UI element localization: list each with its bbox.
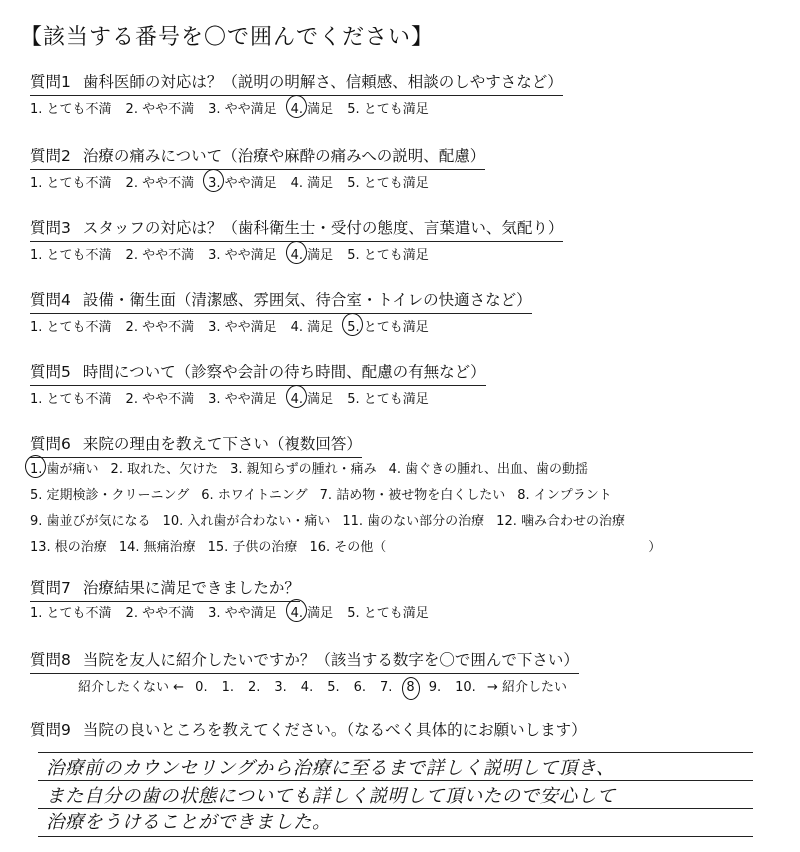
answer-option[interactable] (30, 388, 112, 407)
option-label: 8. インプラント (517, 488, 612, 503)
reason-option[interactable] (30, 458, 99, 477)
answer-option[interactable] (208, 316, 277, 335)
reason-row (30, 458, 600, 477)
option-label: 16. その他（ (309, 540, 387, 555)
scale-value[interactable]: 0. (195, 680, 208, 695)
question-number: 質問2 (30, 147, 71, 165)
option-label: 2. やや不満 (125, 392, 195, 407)
question-text: 歯科医師の対応は？（説明の明解さ、信頼感、相談のしやすさなど） (82, 73, 563, 91)
option-label: 2. やや不満 (125, 102, 195, 117)
reason-row (30, 510, 637, 529)
question-4 (30, 288, 532, 310)
option-label: 1. とても不満 (30, 176, 112, 191)
answer-option[interactable] (291, 602, 334, 621)
answer-option[interactable] (126, 98, 195, 117)
scale-value[interactable]: 10. (455, 680, 476, 695)
question-number: 質問4 (30, 291, 71, 309)
reason-option[interactable] (208, 536, 298, 555)
question-text: スタッフの対応は？（歯科衛生士・受付の態度、言葉遣い、気配り） (82, 219, 564, 237)
reason-option[interactable] (389, 458, 588, 477)
question-number: 質問1 (30, 73, 71, 91)
question-text: 時間について（診察や会計の待ち時間、配慮の有無など） (82, 363, 486, 381)
page-title: 【該当する番号を〇で囲んでください】 (20, 25, 435, 50)
scale-value[interactable]: 6. (353, 680, 367, 695)
option-label: 3. やや満足 (208, 392, 277, 407)
answer-option[interactable] (30, 172, 112, 191)
option-label: 5. とても満足 (347, 248, 429, 263)
scale-value[interactable]: 2. (247, 680, 261, 695)
reason-option[interactable] (30, 484, 189, 503)
reason-option[interactable] (496, 510, 625, 529)
option-label: 4. 満足 (291, 244, 334, 263)
scale-value[interactable]: 9. (428, 680, 442, 695)
option-label: 3. やや満足 (208, 172, 277, 191)
option-label: 2. やや不満 (125, 606, 195, 621)
writing-line (38, 836, 753, 837)
reason-option[interactable] (30, 536, 107, 555)
option-label: 4. 満足 (290, 176, 334, 191)
answer-option[interactable] (208, 388, 277, 407)
answer-options (30, 388, 443, 407)
option-label: 2. やや不満 (125, 248, 195, 263)
option-label: 5. とても満足 (347, 176, 429, 191)
question-number: 質問3 (30, 219, 71, 237)
scale-left-label: 紹介したくない ← (78, 680, 185, 695)
question-text: 来院の理由を教えて下さい（複数回答） (82, 435, 362, 453)
answer-option[interactable] (208, 244, 277, 263)
option-label: 4. 満足 (291, 98, 334, 117)
option-label: 10. 入れ歯が合わない・痛い (162, 514, 331, 529)
reason-option[interactable] (30, 510, 151, 529)
option-label: 5. 定期検診・クリーニング (30, 488, 190, 503)
reason-option[interactable] (320, 484, 506, 503)
option-label: 1. とても不満 (30, 392, 112, 407)
option-label: 1. 歯が痛い (30, 458, 99, 477)
option-label: 3. やや満足 (208, 320, 277, 335)
reason-row (30, 536, 673, 555)
answer-options (30, 316, 443, 335)
scale-value[interactable]: 3. (274, 680, 287, 695)
option-label: 4. 満足 (291, 602, 334, 621)
answer-option[interactable] (126, 172, 195, 191)
recommend-scale (78, 676, 567, 695)
answer-option[interactable] (347, 316, 429, 335)
answer-option[interactable] (291, 98, 334, 117)
option-label: 3. やや満足 (208, 606, 277, 621)
answer-options (30, 244, 443, 263)
handwritten-answer-line: 治療をうけることができました。 (46, 812, 332, 833)
option-label: ） (648, 540, 662, 555)
question-9 (30, 718, 587, 740)
option-label: 4. 満足 (291, 388, 334, 407)
scale-value[interactable]: 5. (327, 680, 340, 695)
answer-option[interactable] (126, 602, 195, 621)
reason-option[interactable] (119, 536, 196, 555)
option-label: 11. 歯のない部分の治療 (342, 514, 485, 529)
option-label: 2. やや不満 (125, 320, 195, 335)
option-label: 1. とても不満 (30, 320, 112, 335)
option-label: 6. ホワイトニング (201, 488, 308, 503)
question-text: 当院の良いところを教えてください。（なるべく具体的にお願いします） (82, 721, 587, 739)
question-text: 設備・衛生面（清潔感、雰囲気、待合室・トイレの快適さなど） (82, 291, 532, 309)
scale-value[interactable]: 8 (406, 680, 415, 695)
question-number: 質問5 (30, 363, 71, 381)
question-8 (30, 648, 579, 670)
answer-option[interactable] (347, 172, 429, 191)
option-label: 5. とても満足 (347, 392, 429, 407)
question-1 (30, 70, 563, 92)
handwritten-answer-line: また自分の歯の状態についても詳しく説明して頂いたので安心して (46, 786, 616, 807)
reason-option[interactable] (230, 458, 377, 477)
reason-option[interactable] (517, 484, 612, 503)
answer-option[interactable] (347, 98, 429, 117)
answer-option[interactable] (30, 316, 112, 335)
option-label: 5. とても満足 (347, 606, 429, 621)
option-label: 7. 詰め物・被せ物を白くしたい (319, 488, 506, 503)
answer-options (30, 98, 443, 117)
reason-option[interactable] (163, 510, 331, 529)
reason-option[interactable] (648, 536, 661, 555)
answer-options (30, 602, 443, 621)
answer-option[interactable] (30, 98, 112, 117)
question-6 (30, 432, 362, 454)
question-7 (30, 576, 300, 598)
option-label: 2. やや不満 (125, 176, 195, 191)
option-label: 3. やや満足 (208, 248, 277, 263)
question-text: 当院を友人に紹介したいですか？（該当する数字を〇で囲んで下さい） (82, 651, 579, 669)
answer-option[interactable] (291, 244, 334, 263)
reason-row (30, 484, 624, 503)
question-number: 質問9 (30, 721, 71, 739)
option-label: 3. やや満足 (208, 102, 277, 117)
reason-option[interactable] (309, 536, 386, 555)
answer-option[interactable] (347, 602, 429, 621)
underline (30, 313, 532, 314)
answer-option[interactable] (208, 602, 277, 621)
answer-option[interactable] (126, 388, 195, 407)
scale-value[interactable]: 1. (221, 680, 234, 695)
answer-option[interactable] (208, 172, 277, 191)
underline (30, 673, 579, 674)
writing-line (38, 780, 753, 781)
question-text: 治療の痛みについて（治療や麻酔の痛みへの説明、配慮） (82, 147, 486, 165)
option-label: 2. 取れた、欠けた (110, 462, 219, 477)
answer-option[interactable] (30, 244, 112, 263)
option-label: 14. 無痛治療 (118, 540, 196, 555)
answer-option[interactable] (291, 316, 334, 335)
answer-option[interactable] (126, 316, 195, 335)
scale-right-label: → 紹介したい (486, 680, 567, 695)
answer-option[interactable] (126, 244, 195, 263)
option-label: 4. 歯ぐきの腫れ、出血、歯の動揺 (388, 462, 588, 477)
question-number: 質問7 (30, 579, 71, 597)
underline (30, 385, 486, 386)
reason-option[interactable] (342, 510, 484, 529)
answer-option[interactable] (208, 98, 277, 117)
option-label: 12. 噛み合わせの治療 (496, 514, 625, 529)
scale-value[interactable]: 7. (380, 680, 393, 695)
question-number: 質問6 (30, 435, 71, 453)
reason-option[interactable] (111, 458, 219, 477)
option-label: 13. 根の治療 (30, 540, 107, 555)
question-2 (30, 144, 485, 166)
writing-line (38, 752, 753, 753)
answer-option[interactable] (347, 244, 429, 263)
handwritten-answer-line: 治療前のカウンセリングから治療に至るまで詳しく説明して頂き、 (46, 758, 615, 779)
question-text: 治療結果に満足できましたか？ (82, 579, 300, 597)
answer-option[interactable] (347, 388, 429, 407)
scale-value[interactable]: 4. (300, 680, 314, 695)
option-label: 1. とても不満 (30, 606, 112, 621)
option-label: 5. とても満足 (347, 102, 429, 117)
answer-option[interactable] (291, 388, 334, 407)
option-label: 1. とても不満 (30, 102, 112, 117)
reason-option[interactable] (201, 484, 307, 503)
option-label: 5. とても満足 (347, 316, 429, 335)
option-label: 1. とても不満 (30, 248, 112, 263)
question-number: 質問8 (30, 651, 71, 669)
option-label: 3. 親知らずの腫れ・痛み (230, 462, 377, 477)
answer-options (30, 172, 443, 191)
answer-option[interactable] (30, 602, 112, 621)
question-3 (30, 216, 563, 238)
option-label: 15. 子供の治療 (207, 540, 298, 555)
question-5 (30, 360, 486, 382)
underline (30, 169, 485, 170)
answer-option[interactable] (291, 172, 334, 191)
option-label: 9. 歯並びが気になる (30, 514, 151, 529)
option-label: 4. 満足 (290, 320, 334, 335)
